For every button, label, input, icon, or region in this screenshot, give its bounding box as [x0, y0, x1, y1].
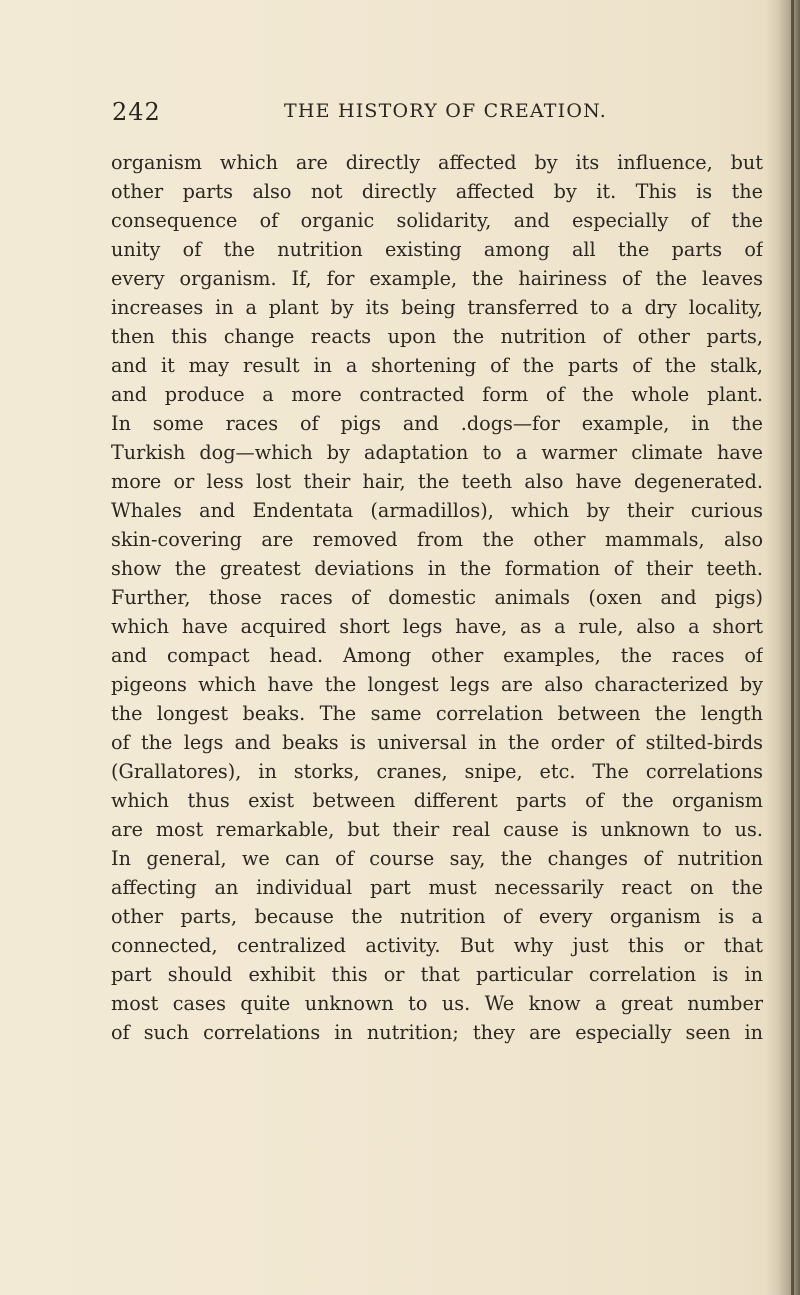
text-line: connected, centralized activity. But why just this or that: [111, 934, 763, 957]
page-title: THE HISTORY OF CREATION.: [284, 100, 607, 122]
text-line: increases in a plant by its being transferred to a dry locality,: [111, 296, 763, 319]
text-line: and produce a more contracted form of the whole plant.: [111, 383, 763, 406]
running-head: [112, 98, 762, 130]
text-line: skin-covering are removed from the other mammals, also: [111, 528, 763, 551]
text-line: other parts also not directly affected by it. This is the: [111, 180, 763, 203]
text-line: In some races of pigs and .dogs—for example, in the: [111, 412, 763, 435]
text-line: the longest beaks. The same correlation between the length: [111, 702, 763, 725]
page-number: 242: [112, 98, 161, 126]
text-line: other parts, because the nutrition of every organism is a: [111, 905, 763, 928]
text-line: part should exhibit this or that particular correlation is in: [111, 963, 763, 986]
text-line: Whales and Endentata (armadillos), which by their curious: [111, 499, 763, 522]
text-line: show the greatest deviations in the formation of their teeth.: [111, 557, 763, 580]
text-line: and it may result in a shortening of the parts of the stalk,: [111, 354, 763, 377]
text-line: affecting an individual part must necessarily react on the: [111, 876, 763, 899]
text-line: (Grallatores), in storks, cranes, snipe, etc. The correlations: [111, 760, 763, 783]
text-line: which thus exist between different parts of the organism: [111, 789, 763, 812]
text-line: consequence of organic solidarity, and especially of the: [111, 209, 763, 232]
text-line: pigeons which have the longest legs are also characterized by: [111, 673, 763, 696]
text-line: every organism. If, for example, the hairiness of the leaves: [111, 267, 763, 290]
text-line: then this change reacts upon the nutrition of other parts,: [111, 325, 763, 348]
text-line: of the legs and beaks is universal in the order of stilted-birds: [111, 731, 763, 754]
text-line: organism which are directly affected by its influence, but: [111, 151, 763, 174]
body-text: [111, 148, 763, 1047]
text-line: which have acquired short legs have, as a rule, also a short: [111, 615, 763, 638]
text-line: Further, those races of domestic animals (oxen and pigs): [111, 586, 763, 609]
text-line: In general, we can of course say, the changes of nutrition: [111, 847, 763, 870]
text-line: more or less lost their hair, the teeth also have degenerated.: [111, 470, 763, 493]
text-line: of such correlations in nutrition; they are especially seen in: [111, 1021, 763, 1044]
binding-edge: [791, 0, 794, 1295]
text-line: most cases quite unknown to us. We know a great number: [111, 992, 763, 1015]
text-line: Turkish dog—which by adaptation to a warmer climate have: [111, 441, 763, 464]
page-edge-shadow: [766, 0, 800, 1295]
text-line: and compact head. Among other examples, the races of: [111, 644, 763, 667]
text-line: unity of the nutrition existing among all the parts of: [111, 238, 763, 261]
text-line: are most remarkable, but their real cause is unknown to us.: [111, 818, 763, 841]
